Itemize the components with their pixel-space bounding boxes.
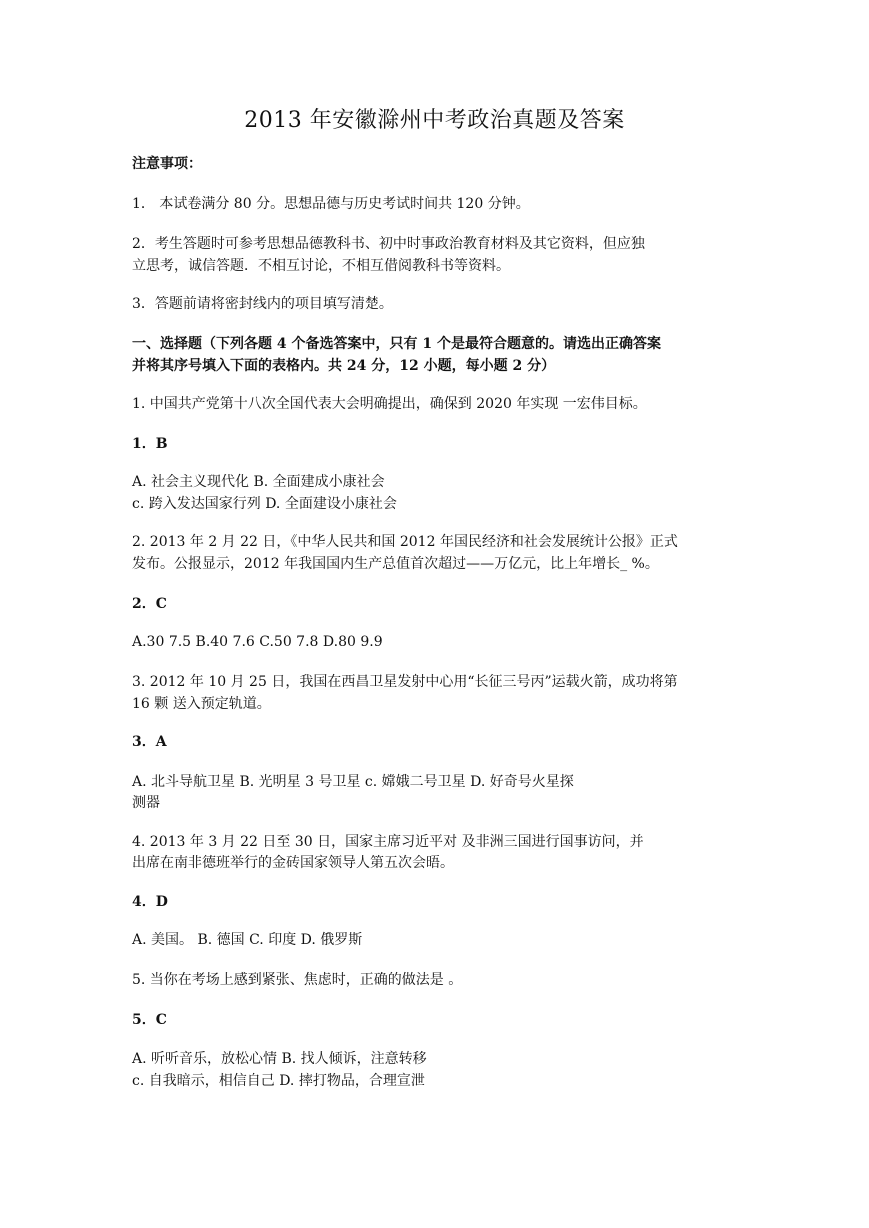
section-heading-line-2: 并将其序号填入下面的表格内。共 24 分，12 小题，每小题 2 分） [132, 358, 556, 374]
question-2-stem-1: 2. 2013 年 2 月 22 日，《中华人民共和国 2012 年国民经济和社会发展统计公报》正式 [132, 534, 678, 550]
notice-item-2: 2．考生答题时可参考思想品德教科书、初中时事政治教育材料及其它资料，但应独 [132, 236, 645, 252]
question-3-options-2: 测器 [132, 795, 160, 811]
notice-item-3: 3．答题前请将密封线内的项目填写清楚。 [132, 296, 393, 312]
question-5-stem: 5. 当你在考场上感到紧张、焦虑时，正确的做法是 。 [132, 972, 463, 988]
question-3-options-1: A. 北斗导航卫星 B. 光明星 3 号卫星 c. 嫦娥二号卫星 D. 好奇号火星探 [132, 774, 574, 790]
question-1-options-1: A. 社会主义现代化 B. 全面建成小康社会 [132, 474, 385, 490]
question-2-answer: 2．C [132, 596, 167, 612]
question-5-options-2: c. 自我暗示，相信自己 D. 摔打物品，合理宣泄 [132, 1073, 425, 1089]
question-1-answer: 1．B [132, 436, 168, 452]
question-5-answer: 5．C [132, 1012, 167, 1028]
question-2-options: A.30 7.5 B.40 7.6 C.50 7.8 D.80 9.9 [132, 634, 383, 650]
question-4-stem-1: 4. 2013 年 3 月 22 日至 30 日，国家主席习近平对 及非洲三国进行国事访问，并 [132, 834, 644, 850]
question-1-stem: 1. 中国共产党第十八次全国代表大会明确提出，确保到 2020 年实现 一宏伟目标。 [132, 396, 647, 412]
notice-item-1: 1． 本试卷满分 80 分。思想品德与历史考试时间共 120 分钟。 [132, 196, 530, 212]
question-1-options-2: c. 跨入发达国家行列 D. 全面建设小康社会 [132, 496, 397, 512]
question-4-answer: 4．D [132, 894, 168, 910]
question-4-stem-2: 出席在南非德班举行的金砖国家领导人第五次会晤。 [132, 855, 454, 871]
question-3-stem-1: 3. 2012 年 10 月 25 日，我国在西昌卫星发射中心用“长征三号丙”运载火箭，成功将第 [132, 674, 678, 690]
notice-heading: 注意事项： [132, 156, 202, 172]
question-2-stem-2: 发布。公报显示，2012 年我国国内生产总值首次超过——万亿元，比上年增长_ %。 [132, 556, 659, 572]
section-heading-line-1: 一、选择题（下列各题 4 个备选答案中，只有 1 个是最符合题意的。请选出正确答案 [132, 336, 661, 352]
question-5-options-1: A. 听听音乐，放松心情 B. 找人倾诉，注意转移 [132, 1051, 427, 1067]
question-3-stem-2: 16 颗 送入预定轨道。 [132, 696, 271, 712]
question-4-options: A. 美国。 B. 德国 C. 印度 D. 俄罗斯 [132, 932, 363, 948]
notice-item-2-cont: 立思考，诚信答题．不相互讨论，不相互借阅教科书等资料。 [132, 258, 510, 274]
document-title: 2013 年安徽滁州中考政治真题及答案 [244, 108, 625, 133]
question-3-answer: 3．A [132, 734, 167, 750]
